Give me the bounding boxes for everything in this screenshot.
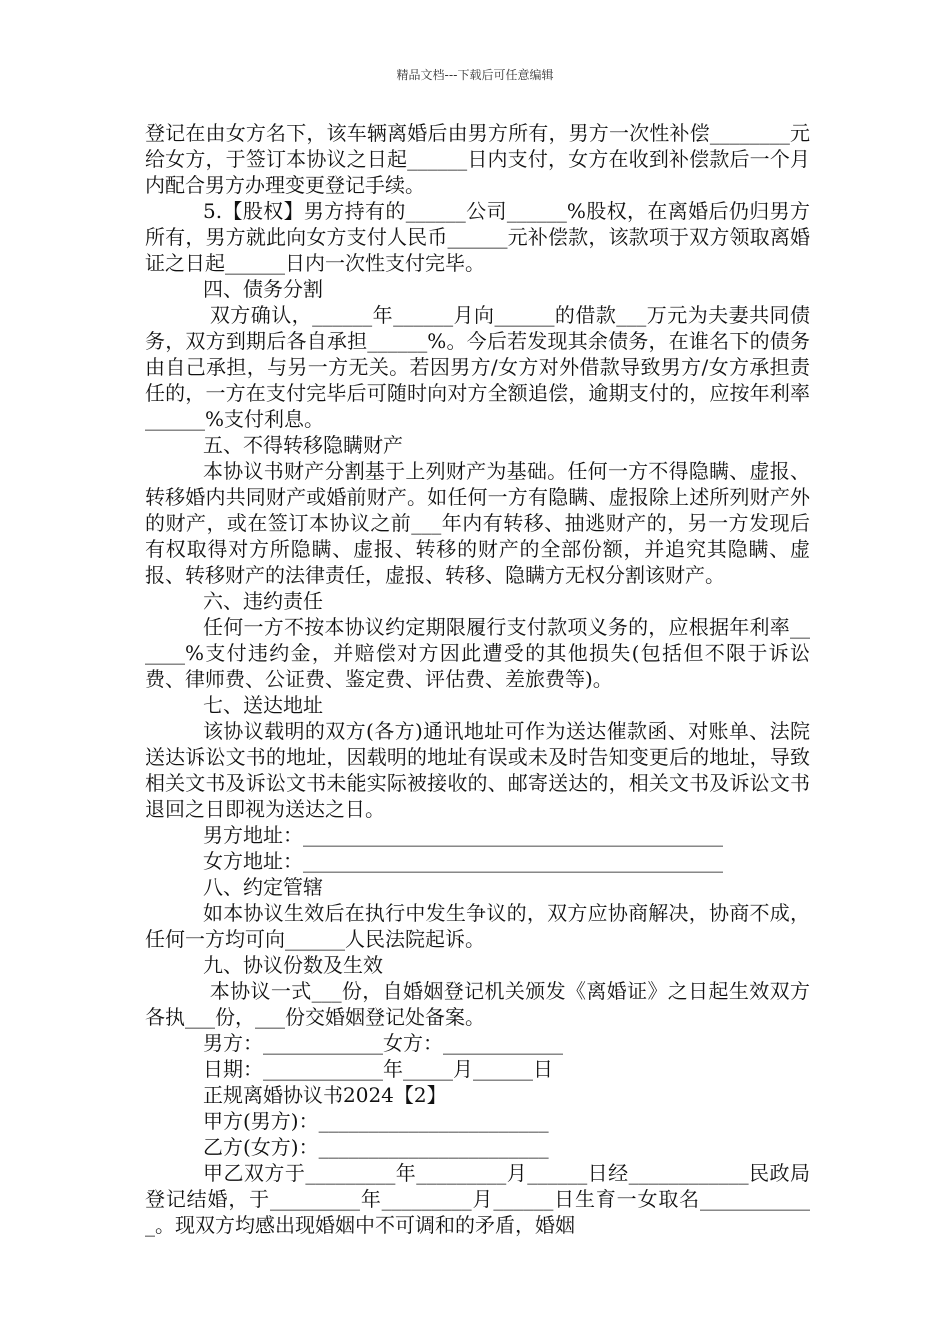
female-address-line: 女方地址：__________________________________________ — [203, 849, 723, 873]
document-body — [145, 120, 810, 1238]
paragraph-21: 甲乙双方于_________年_________月______日经____________民政局登记结婚，于_________年_________月______日生育一女取名____________。现双方均感出现婚姻中不可调和的矛盾，婚姻 — [145, 1161, 810, 1237]
paragraph-0: 登记在由女方名下，该车辆离婚后由男方所有，男方一次性补偿________元给女方，于签订本协议之日起______日内支付，女方在收到补偿款后一个月内配合男方办理变更登记手续。 — [145, 121, 810, 197]
section-heading-7: 七、送达地址 — [203, 693, 323, 717]
second-document-title: 正规离婚协议书2024【2】 — [203, 1083, 447, 1107]
section-heading-8: 八、约定管辖 — [203, 875, 323, 899]
paragraph-9: 该协议载明的双方(各方)通讯地址可作为送达催款函、对账单、法院送达诉讼文书的地址，因载明的地址有误或未及时告知变更后的地址，导致相关文书及诉讼文书未能实际被接收的、邮寄送达的，相关文书及诉讼文书退回之日即视为送达之日。 — [145, 719, 810, 821]
male-address-line: 男方地址：__________________________________________ — [203, 823, 723, 847]
signature-line: 男方：____________女方：____________ — [203, 1031, 563, 1055]
section-heading-6: 六、违约责任 — [203, 589, 323, 613]
paragraph-7: 任何一方不按本协议约定期限履行支付款项义务的，应根据年利率______%支付违约金，并赔偿对方因此遭受的其他损失(包括但不限于诉讼费、律师费、公证费、鉴定费、评估费、差旅费等)。 — [145, 615, 810, 691]
section-heading-9: 九、协议份数及生效 — [203, 953, 383, 977]
section-heading-5: 五、不得转移隐瞒财产 — [203, 433, 403, 457]
party-a-line: 甲方(男方)：_______________________ — [203, 1109, 549, 1133]
date-line: 日期：____________年_____月______日 — [203, 1057, 553, 1081]
paragraph-3: 双方确认，______年______月向______的借款___万元为夫妻共同债务，双方到期后各自承担______%。今后若发现其余债务，在谁名下的债务由自己承担，与另一方无关。若因男方/女方对外借款导致男方/女方承担责任的，一方在支付完毕后可随时向对方全额追偿，逾期支付的，应按年利率______%支付利息。 — [145, 303, 811, 431]
paragraph-13: 如本协议生效后在执行中发生争议的，双方应协商解决，协商不成，任何一方均可向______人民法院起诉。 — [145, 901, 810, 951]
party-b-line: 乙方(女方)：_______________________ — [203, 1135, 549, 1159]
page-header: 精品文档---下载后可任意编辑 — [396, 68, 554, 82]
paragraph-1: 5.【股权】男方持有的______公司______%股权，在离婚后仍归男方所有，男方就此向女方支付人民币______元补偿款，该款项于双方领取离婚证之日起______日内一次性支付完毕。 — [145, 199, 810, 275]
section-heading-4: 四、债务分割 — [203, 277, 323, 301]
paragraph-15: 本协议一式___份，自婚姻登记机关颁发《离婚证》之日起生效双方各执___份，___份交婚姻登记处备案。 — [145, 979, 811, 1029]
paragraph-5: 本协议书财产分割基于上列财产为基础。任何一方不得隐瞒、虚报、转移婚内共同财产或婚前财产。如任何一方有隐瞒、虚报除上述所列财产外的财产，或在签订本协议之前___年内有转移、抽逃财产的，另一方发现后有权取得对方所隐瞒、虚报、转移的财产的全部份额，并追究其隐瞒、虚报、转移财产的法律责任，虚报、转移、隐瞒方无权分割该财产。 — [145, 459, 810, 587]
